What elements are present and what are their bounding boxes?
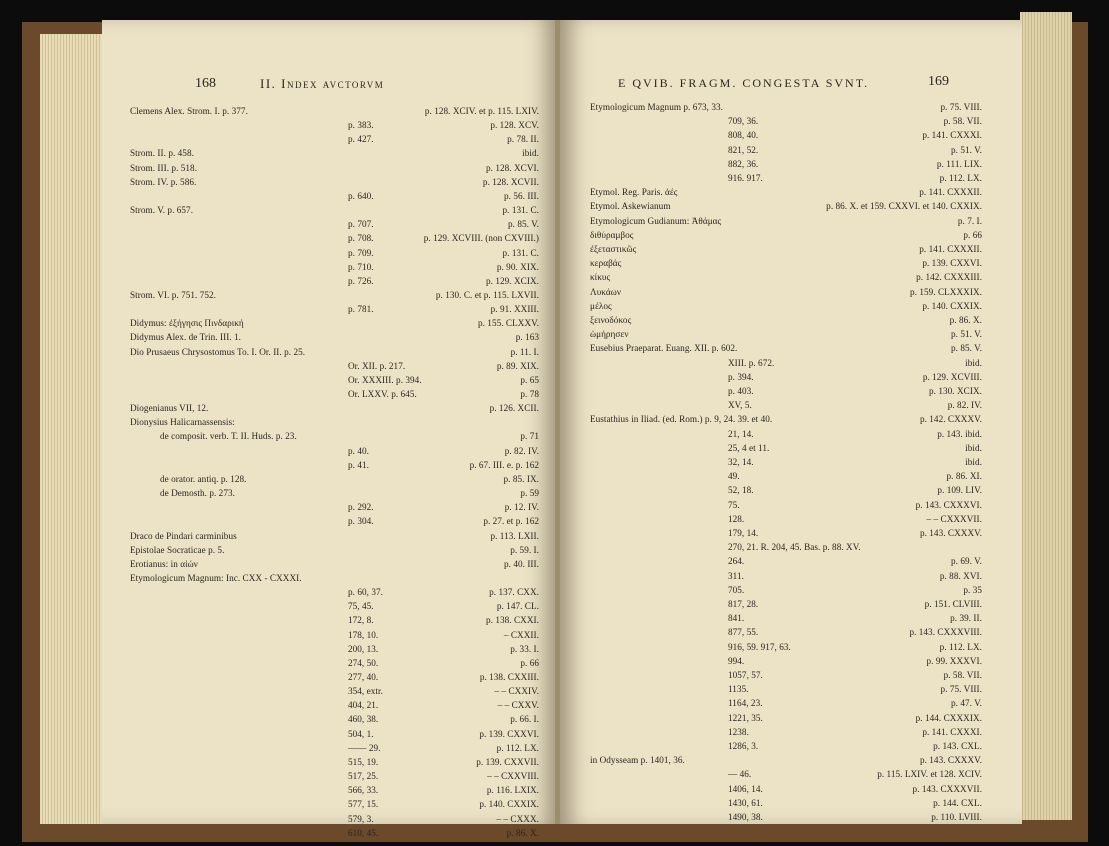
right_page-entry-text: 1164, 23.	[728, 698, 763, 709]
right_page-entry-reference: p. 159. CLXXXIX.	[910, 286, 982, 297]
right_page-entry-text: 179, 14.	[728, 528, 759, 538]
right_page-entry-reference: p. 85. V.	[951, 343, 982, 354]
right_page-entry-reference: p. 75. VIII.	[940, 684, 982, 695]
left_page-entry-reference: p. 128. XCV.	[490, 120, 539, 131]
right_page-entry-text: 49.	[728, 471, 740, 482]
right_page-entry-text: 877, 55.	[728, 627, 759, 638]
right_page-entry-text: 1286, 3.	[728, 741, 759, 751]
left_page-entry-text: 404, 21.	[348, 700, 379, 711]
right_page-entry-text: 1057, 57.	[728, 670, 763, 680]
left_page-entry-reference: p. 90. XIX.	[496, 261, 539, 272]
left_page-entry-text: p. 41.	[348, 459, 369, 470]
right_page-entry-text: p. 394.	[728, 371, 754, 382]
right_page-entry-text: 32, 14.	[728, 457, 754, 467]
right_page-entry-text: 1135.	[728, 684, 749, 695]
right_page-entry-text: 21, 14.	[728, 428, 754, 439]
left_page-entry-reference: p. 56. III.	[504, 190, 539, 201]
left_page-entry-reference: p. 65	[520, 374, 539, 385]
right_page-entry-reference: p. 141. CXXXI.	[922, 130, 982, 141]
right_page-entry-reference: p. 130. XCIX.	[929, 386, 982, 396]
left_page-entry-reference: p. 112. LX.	[496, 742, 539, 753]
left_page-entry-reference: p. 78	[520, 389, 539, 399]
left_page-entry-reference: p. 113. LXII.	[490, 530, 539, 541]
right_page-entry-reference: p. 47. V.	[951, 698, 982, 709]
right_page-entry-text: XIII. p. 672.	[728, 357, 775, 368]
left_page-entry-text: Diogenianus VII, 12.	[130, 403, 209, 414]
right_page-entry-reference: p. 140. CXXIX.	[922, 300, 982, 311]
right_page-entry-text: μέλος	[590, 300, 612, 311]
right_page-entry-reference: p. 51. V.	[951, 329, 982, 340]
left_page-entry-text: 610, 45.	[348, 827, 379, 838]
left_page-entry-text: Strom. IV. p. 586.	[130, 176, 197, 187]
left_page-entry-reference: – – CXXX.	[496, 813, 539, 824]
right_page-entry-text: 916. 917.	[728, 173, 763, 183]
right_page-entry-text: 311.	[728, 570, 744, 581]
right_page-entry-text: 1490, 38.	[728, 812, 763, 822]
left_page-entry-text: 178, 10.	[348, 629, 379, 640]
left_page-entry-reference: p. 85. IX.	[503, 473, 539, 484]
left_page-entry-text: Strom. V. p. 657.	[130, 205, 194, 216]
right_page-entry-reference: p. 143. CXL.	[933, 741, 982, 751]
left_page-entry-text: p. 707.	[348, 219, 374, 230]
right_page-entry-text: 1221, 35.	[728, 712, 763, 723]
left_page-entry-text: Epistolae Socraticae p. 5.	[130, 544, 225, 555]
right_page-entry-reference: p. 143. CXXXVI.	[915, 499, 982, 510]
right_page-entry-text: Etymologicum Gudianum: Ἀθάμας	[590, 215, 722, 226]
left_page-entry-text: p. 640.	[348, 190, 374, 201]
left_page-entry-reference: p. 128. XCVII.	[482, 176, 539, 187]
left_page-entry-reference: p. 59. I.	[510, 544, 539, 555]
right_page-entry-text: 882, 36.	[728, 158, 759, 169]
right_page-entry-reference: p. 141. CXXXI.	[922, 726, 982, 737]
left_page-entry-text: p. 709.	[348, 247, 374, 258]
left_page-entry-reference: ibid.	[522, 148, 539, 159]
right-page-number: 169	[928, 74, 949, 89]
left_page-entry-reference: p. 59	[520, 488, 539, 499]
right_page-entry-reference: p. 109. LIV.	[937, 485, 982, 496]
right_page-entry-text: 25, 4 et 11.	[728, 442, 770, 453]
right_page-entry-text: 128.	[728, 513, 745, 524]
right_page-entry-text: 817, 28.	[728, 599, 759, 609]
right_page-entry-reference: p. 82. IV.	[947, 400, 982, 411]
right_page-entry-text: Eustathius in Iliad. (ed. Rom.) p. 9, 24. 39. et 40.	[590, 414, 773, 425]
right_page-entry-reference: ibid.	[965, 442, 982, 453]
left-page	[102, 20, 557, 838]
left_page-entry-reference: p. 138. CXXI.	[486, 615, 539, 626]
right_page-entry-reference: p. 66	[963, 229, 982, 240]
left_page-entry-text: Or. LXXV. p. 645.	[348, 389, 417, 399]
left_page-entry-reference: p. 147. CL.	[496, 601, 539, 612]
left_page-entry-text: 172, 8.	[348, 615, 374, 626]
right_page-entry-text: XV, 5.	[728, 400, 752, 411]
left_page-entry-reference: – CXXII.	[503, 629, 539, 640]
right_page-entry-reference: p. 88. XVI.	[939, 570, 982, 581]
right_page-entry-reference: p. 86. XI.	[946, 471, 982, 482]
left_page-entry-text: p. 781.	[348, 304, 374, 315]
right_page-entry-reference: p. 143. ibid.	[937, 428, 982, 439]
left_page-entry-text: Etymologicum Magnum: Inc. CXX - CXXXI.	[130, 572, 302, 583]
left_page-entry-reference: p. 11. I.	[510, 346, 539, 357]
right_page-entry-reference: p. 35	[963, 584, 982, 595]
right_page-entry-text: 52, 18.	[728, 485, 754, 496]
right_page-entry-reference: p. 112. LX.	[939, 641, 982, 652]
right_page-entry-reference: p. 75. VIII.	[940, 102, 982, 112]
right_page-entry-text: 270, 21. R. 204, 45. Bas. p. 88. XV.	[728, 542, 861, 553]
right_page-entry-text: 994.	[728, 655, 745, 666]
left_page-entry-reference: p. 128. XCIV. et p. 115. LXIV.	[424, 106, 539, 116]
right_page-entry-reference: p. 142. CXXXV.	[919, 414, 982, 425]
left_page-entry-reference: – – CXXIV.	[494, 686, 539, 697]
left_page-entry-text: 577, 15.	[348, 799, 379, 810]
left_page-entry-reference: p. 131. C.	[502, 205, 539, 216]
left_page-entry-reference: p. 139. CXXVII.	[476, 756, 539, 767]
left_page-entry-text: Strom. III. p. 518.	[130, 162, 198, 173]
left_page-entry-text: Erotianus: in αἰών	[130, 558, 198, 569]
left_page-entry-text: Strom. VI. p. 751. 752.	[130, 289, 216, 300]
left_page-entry-text: 274, 50.	[348, 657, 379, 668]
left_page-entry-reference: p. 137. CXX.	[489, 587, 539, 598]
right_page-entry-text: 264.	[728, 556, 745, 567]
right_page-entry-reference: p. 129. XCVIII.	[922, 371, 982, 382]
left_page-entry-reference: p. 33. I.	[510, 643, 539, 654]
left_page-entry-reference: p. 91. XXIII.	[490, 304, 539, 315]
right-page	[560, 20, 1022, 824]
left_page-entry-reference: p. 82. IV.	[504, 445, 539, 456]
left_page-entry-text: de Demosth. p. 273.	[160, 488, 235, 499]
left_page-entry-reference: p. 12. IV.	[504, 502, 539, 513]
right_page-entry-text: ξεινοδόκος	[590, 315, 632, 325]
left_page-entry-reference: p. 131. C.	[502, 247, 539, 258]
right_page-entry-text: 821, 52.	[728, 144, 759, 155]
left_page-entry-reference: p. 27. et p. 162	[483, 516, 539, 527]
right_page-entry-text: ὡμήρησεν	[590, 329, 629, 340]
right_page-entry-reference: p. 58. VII.	[943, 116, 982, 127]
right_page-entry-text: κεραβάς	[590, 258, 622, 269]
right_page-entry-reference: p. 151. CLVIII.	[924, 599, 982, 609]
right_page-entry-text: 709, 36.	[728, 116, 759, 127]
right_page-entry-text: 841.	[728, 613, 745, 624]
right_page-entry-reference: p. 58. VII.	[943, 670, 982, 680]
left_page-entry-text: —— 29.	[348, 742, 381, 753]
right_page-entry-text: 75.	[728, 499, 740, 510]
left_page-entry-text: 566, 33.	[348, 785, 379, 796]
left_page-entry-text: Clemens Alex. Strom. I. p. 377.	[130, 106, 248, 116]
left_page-entry-text: 354, extr.	[348, 686, 383, 697]
left_page-entry-reference: p. 139. CXXVI.	[479, 728, 539, 739]
left_page-entry-reference: p. 129. XCIX.	[486, 275, 539, 286]
left-page-edges	[40, 34, 104, 824]
right_page-entry-text: 1406, 14.	[728, 783, 763, 794]
left_page-entry-reference: p. 163	[515, 332, 539, 343]
left_page-entry-reference: p. 130. C. et p. 115. LXVII.	[435, 289, 539, 300]
left_page-entry-text: Draco de Pindari carminibus	[130, 530, 237, 541]
right_page-entry-reference: p. 143. CXXXVII.	[912, 783, 982, 794]
left_page-entry-text: Dio Prusaeus Chrysostomus To. I. Or. II. p. 25.	[130, 346, 306, 357]
left_page-entry-reference: p. 40. III.	[504, 558, 539, 569]
right_page-entry-text: Etymologicum Magnum p. 673, 33.	[590, 102, 723, 112]
right_page-entry-text: p. 403.	[728, 386, 754, 396]
left_page-entry-reference: p. 66	[520, 657, 539, 668]
right-running-head: E QVIB. FRAGM. CONGESTA SVNT.	[618, 76, 870, 90]
left_page-entry-text: p. 726.	[348, 275, 374, 286]
right_page-entry-text: 705.	[728, 584, 745, 595]
left_page-entry-text: 515, 19.	[348, 756, 379, 767]
right_page-entry-text: Eusebius Praeparat. Euang. XII. p. 602.	[590, 343, 738, 354]
left_page-entry-text: Or. XXXIII. p. 394.	[348, 374, 422, 385]
left_page-entry-text: p. 383.	[348, 120, 374, 131]
right_page-entry-reference: p. 141. CXXXII.	[919, 187, 982, 198]
right_page-entry-text: διθύραμβος	[590, 229, 634, 240]
left_page-entry-reference: – – CXXVIII.	[487, 771, 539, 782]
left_page-entry-reference: p. 66. I.	[510, 714, 539, 725]
right_page-entry-text: Etymol. Askewianum	[590, 201, 671, 212]
left_page-entry-reference: – – CXXV.	[497, 700, 539, 711]
left_page-entry-text: p. 292.	[348, 502, 374, 513]
left_page-entry-text: p. 708.	[348, 233, 374, 244]
left_page-entry-text: Strom. II. p. 458.	[130, 148, 194, 159]
right_page-entry-reference: p. 142. CXXXIII.	[916, 272, 982, 283]
right_page-entry-reference: p. 143. CXXXVIII.	[909, 627, 982, 638]
left_page-entry-text: p. 710.	[348, 261, 374, 272]
right_page-entry-reference: p. 143. CXXXV.	[919, 755, 982, 766]
left_page-entry-text: p. 427.	[348, 134, 374, 145]
right_page-entry-reference: p. 141. CXXXII.	[919, 244, 982, 254]
right_page-entry-reference: p. 86. X.	[949, 315, 982, 325]
right_page-entry-reference: p. 111. LIX.	[936, 158, 982, 169]
right_page-entry-reference: p. 86. X. et 159. CXXVI. et 140. CXXIX.	[826, 201, 982, 212]
left_page-entry-text: Dionysius Halicarnassensis:	[130, 417, 235, 428]
right_page-entry-reference: p. 139. CXXVI.	[922, 258, 982, 269]
left_page-entry-text: p. 40.	[348, 445, 369, 456]
right_page-entry-reference: – – CXXXVII.	[926, 513, 982, 524]
right_page-entry-reference: p. 112. LX.	[939, 173, 982, 183]
left_page-entry-reference: p. 140. CXXIX.	[479, 799, 539, 810]
right_page-entry-text: 916, 59. 917, 63.	[728, 641, 791, 652]
right_page-entry-text: 1430, 61.	[728, 797, 763, 808]
left_page-entry-text: de orator. antiq. p. 128.	[160, 473, 247, 484]
left_page-entry-reference: p. 71	[520, 431, 539, 442]
left_page-entry-text: 504, 1.	[348, 728, 374, 739]
left_page-entry-text: Didymus: ἐξήγησις Πινδαρική	[130, 318, 244, 329]
left_page-entry-reference: p. 138. CXXIII.	[479, 672, 539, 682]
right_page-entry-reference: p. 51. V.	[951, 144, 982, 155]
right_page-entry-reference: p. 144. CXXXIX.	[915, 712, 982, 723]
right_page-entry-reference: ibid.	[965, 357, 982, 368]
right_page-entry-text: ἐξεταστικῶς	[590, 244, 637, 254]
right-page-edges	[1020, 12, 1072, 820]
left_page-entry-text: 75, 45.	[348, 601, 374, 612]
right_page-entry-reference: p. 143. CXXXV.	[919, 528, 982, 538]
right_page-entry-text: in Odysseam p. 1401, 36.	[590, 755, 685, 766]
right_page-entry-reference: p. 144. CXL.	[933, 797, 982, 808]
right_page-entry-reference: p. 99. XXXVI.	[926, 655, 982, 666]
left_page-entry-reference: p. 78. II.	[507, 134, 539, 145]
right_page-entry-text: — 46.	[728, 769, 752, 780]
right_page-entry-reference: p. 39. II.	[950, 613, 982, 624]
left_page-entry-reference: p. 116. LXIX.	[486, 785, 539, 796]
left_page-entry-text: de composit. verb. T. II. Huds. p. 23.	[160, 431, 297, 442]
left-page-number: 168	[195, 76, 216, 91]
left_page-entry-text: Or. XII. p. 217.	[348, 360, 406, 371]
left_page-entry-reference: p. 85. V.	[508, 219, 539, 230]
right_page-entry-text: 1238.	[728, 726, 749, 737]
left_page-entry-text: 517, 25.	[348, 771, 379, 782]
left_page-entry-reference: p. 86. X.	[506, 827, 539, 838]
right_page-entry-text: κίκυς	[590, 272, 611, 283]
right_page-entry-reference: p. 115. LXIV. et 128. XCIV.	[877, 769, 982, 780]
right_page-entry-reference: p. 7. I.	[957, 215, 982, 226]
right_page-entry-text: 808, 40.	[728, 130, 759, 141]
left_page-entry-text: p. 60, 37.	[348, 587, 383, 598]
right_page-entry-text: Etymol. Reg. Paris. ἀές	[590, 187, 678, 198]
right_page-entry-reference: p. 69. V.	[951, 556, 982, 567]
left_page-entry-text: 200, 13.	[348, 643, 379, 654]
left_page-entry-reference: p. 126. XCII.	[489, 403, 539, 414]
left-running-head: II. Index avctorvm	[260, 76, 385, 91]
left_page-entry-text: 579, 3.	[348, 813, 374, 824]
left_page-entry-reference: p. 67. III. e. p. 162	[469, 459, 539, 470]
left_page-entry-reference: p. 89. XIX.	[496, 360, 539, 371]
left_page-entry-text: Didymus Alex. de Trin. III. 1.	[130, 332, 241, 343]
left_page-entry-text: p. 304.	[348, 516, 374, 527]
left_page-entry-reference: p. 129. XCVIII. (non CXVIII.)	[423, 233, 539, 244]
left_page-entry-text: 460, 38.	[348, 714, 379, 725]
right_page-entry-reference: ibid.	[965, 457, 982, 467]
right_page-entry-text: Λυκάων	[590, 286, 622, 297]
left_page-entry-reference: p. 155. CLXXV.	[477, 318, 539, 329]
left_page-entry-reference: p. 128. XCVI.	[486, 162, 539, 173]
left_page-entry-text: 277, 40.	[348, 672, 379, 682]
right_page-entry-reference: p. 110. LVIII.	[931, 812, 982, 822]
